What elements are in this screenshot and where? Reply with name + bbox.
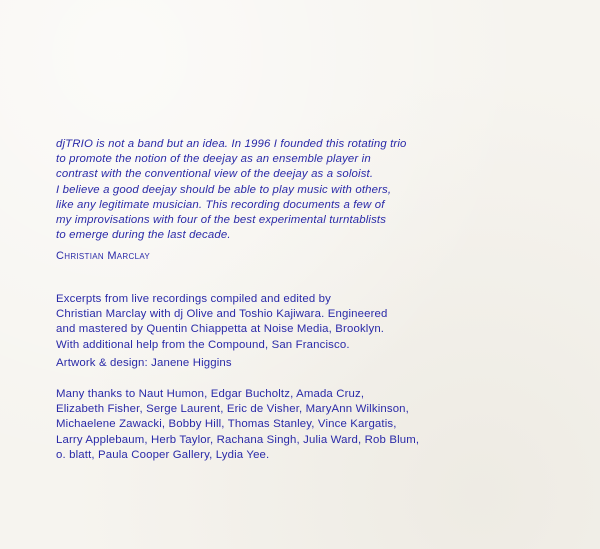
thanks-line: o. blatt, Paula Cooper Gallery, Lydia Yee. <box>56 448 270 461</box>
intro-line: my improvisations with four of the best experimental turntablists <box>56 214 387 227</box>
credits-line: Christian Marclay with dj Olive and Toshio Kajiwara. Engineered <box>56 308 388 321</box>
intro-line: to emerge during the last decade. <box>56 229 231 242</box>
intro-line: like any legitimate musician. This recording documents a few of <box>56 198 385 211</box>
thanks-line: Elizabeth Fisher, Serge Laurent, Eric de Visher, MaryAnn Wilkinson, <box>56 403 409 416</box>
thanks-line: Many thanks to Naut Humon, Edgar Bucholtz, Amada Cruz, <box>56 388 365 400</box>
credits-line: and mastered by Quentin Chiappetta at Noise Media, Brooklyn. <box>56 323 385 336</box>
artwork-credit: Artwork & design: Janene Higgins <box>56 357 232 369</box>
intro-paragraph <box>56 137 456 243</box>
intro-line: contrast with the conventional view of the deejay as a soloist. <box>56 168 374 181</box>
thanks-paragraph <box>56 387 419 463</box>
thanks-line: Larry Applebaum, Herb Taylor, Rachana Singh, Julia Ward, Rob Blum, <box>56 433 420 446</box>
thanks-line: Michaelene Zawacki, Bobby Hill, Thomas Stanley, Vince Kargatis, <box>56 418 397 431</box>
intro-line: djTRIO is not a band but an idea. In 1996 I founded this rotating trio <box>56 138 407 150</box>
credits-paragraph <box>56 292 388 353</box>
credits-line: With additional help from the Compound, San Francisco. <box>56 338 350 351</box>
author-signature: Christian Marclay <box>56 250 151 262</box>
credits-line: Excerpts from live recordings compiled and edited by <box>56 293 331 305</box>
intro-line: I believe a good deejay should be able to play music with others, <box>56 183 392 196</box>
intro-line: to promote the notion of the deejay as an ensemble player in <box>56 153 371 166</box>
